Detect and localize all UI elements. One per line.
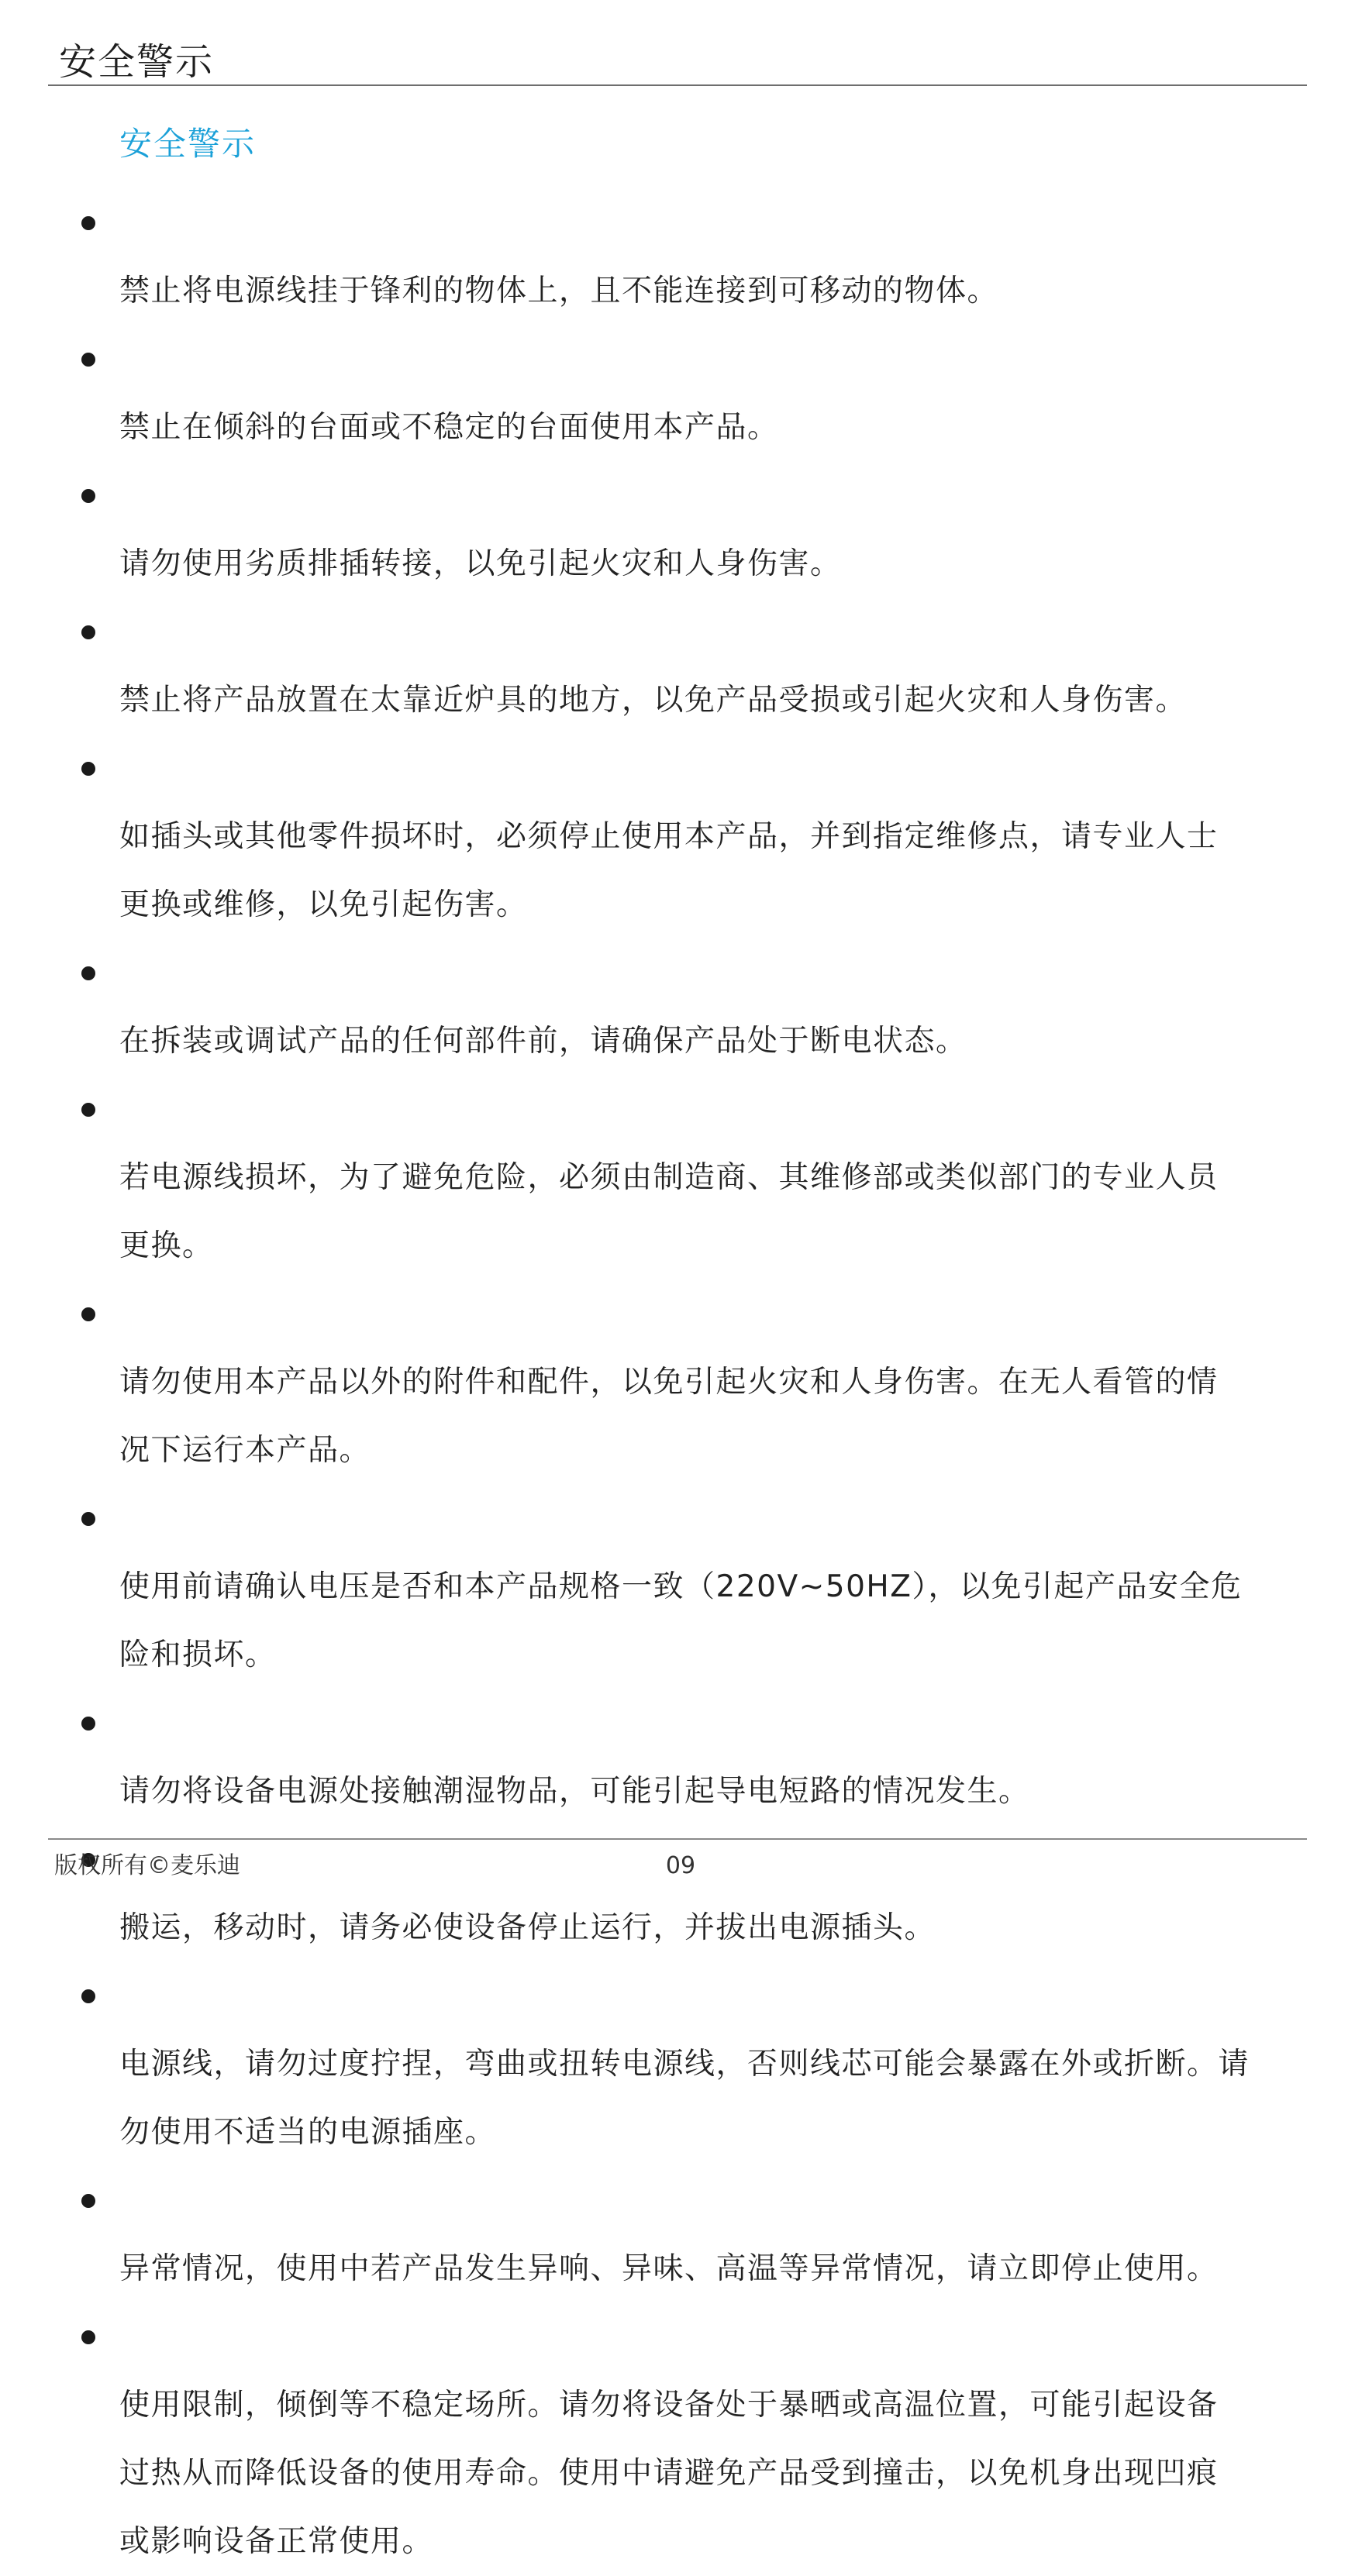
warning-item (0, 2303, 1355, 2576)
bullet-icon (81, 2194, 95, 2208)
footer-copyright: 版权所有©麦乐迪 (54, 1852, 240, 1879)
warning-text: 使用限制，倾倒等不稳定场所。请勿将设备处于暴晒或高温位置，可能引起设备 过热从而降低设备的使用寿命。使用中请避免产品受到撞击，以免机身出现凹痕 或影响设备正常使用。 (119, 2388, 1219, 2559)
bullet-icon (81, 1717, 95, 1731)
page-header-title: 安全警示 (59, 40, 215, 84)
warning-text: 请勿使用本产品以外的附件和配件，以免引起火灾和人身伤害。在无人看管的情 况下运行本产品。 (119, 1365, 1219, 1468)
warning-text: 禁止将电源线挂于锋利的物体上，且不能连接到可移动的物体。 (119, 274, 999, 308)
bullet-icon (81, 1307, 95, 1321)
warning-item (0, 735, 1355, 939)
bullet-icon (81, 1989, 95, 2003)
warning-text: 异常情况，使用中若产品发生异响、异味、高温等异常情况，请立即停止使用。 (119, 2251, 1219, 2286)
warning-text: 电源线，请勿过度拧捏，弯曲或扭转电源线，否则线芯可能会暴露在外或折断。请 勿使用不适当的电源插座。 (119, 2047, 1250, 2150)
warning-text: 使用前请确认电压是否和本产品规格一致（220V~50HZ），以免引起产品安全危 险和损坏。 (119, 1569, 1243, 1672)
warning-text: 禁止将产品放置在太靠近炉具的地方，以免产品受损或引起火灾和人身伤害。 (119, 683, 1188, 718)
warning-item (0, 2167, 1355, 2303)
bullet-icon (81, 216, 95, 230)
warning-text: 若电源线损坏，为了避免危险，必须由制造商、其维修部或类似部门的专业人员 更换。 (119, 1160, 1219, 1263)
section-title: 安全警示 (119, 125, 257, 163)
warning-item (0, 1826, 1355, 1962)
warning-list (0, 189, 1355, 2576)
warning-item (0, 1485, 1355, 1689)
bullet-icon (81, 762, 95, 776)
warning-item (0, 462, 1355, 598)
warning-text: 禁止在倾斜的台面或不稳定的台面使用本产品。 (119, 410, 779, 445)
warning-item (0, 1076, 1355, 1280)
footer-divider (48, 1838, 1307, 1840)
warning-item (0, 598, 1355, 735)
warning-item (0, 1962, 1355, 2167)
warning-item (0, 1689, 1355, 1826)
warning-item (0, 325, 1355, 462)
bullet-icon (81, 353, 95, 367)
bullet-icon (81, 1103, 95, 1117)
bullet-icon (81, 2330, 95, 2344)
warning-text: 请勿将设备电源处接触潮湿物品，可能引起导电短路的情况发生。 (119, 1774, 1030, 1809)
warning-text: 在拆装或调试产品的任何部件前，请确保产品处于断电状态。 (119, 1024, 967, 1059)
page-number: 09 (665, 1852, 696, 1879)
warning-item (0, 189, 1355, 325)
warning-item (0, 939, 1355, 1076)
warning-item (0, 1280, 1355, 1485)
warning-text: 搬运，移动时，请务必使设备停止运行，并拔出电源插头。 (119, 1910, 936, 1945)
bullet-icon (81, 966, 95, 980)
warning-text: 请勿使用劣质排插转接，以免引起火灾和人身伤害。 (119, 546, 842, 581)
warning-text: 如插头或其他零件损坏时，必须停止使用本产品，并到指定维修点，请专业人士 更换或维修，以免引起伤害。 (119, 819, 1219, 922)
bullet-icon (81, 625, 95, 639)
bullet-icon (81, 1512, 95, 1526)
header-divider (48, 84, 1307, 86)
bullet-icon (81, 489, 95, 503)
